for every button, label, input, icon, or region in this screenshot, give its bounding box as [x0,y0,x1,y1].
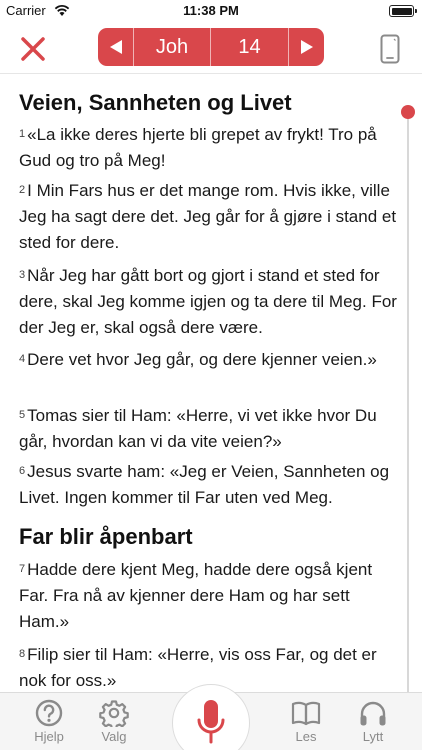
close-icon [18,34,48,64]
verse [19,459,403,511]
book-selector[interactable]: Joh [134,28,211,66]
verse-number: 5 [19,409,26,421]
verse-number: 7 [19,563,26,575]
tab-read-label: Les [295,729,317,744]
gear-icon [99,699,129,727]
verse [19,122,403,174]
verse-text: Dere vet hvor Jeg går, og dere kjenner veien.» [27,350,377,369]
verse-number: 3 [19,269,26,281]
microphone-icon [196,698,226,748]
help-icon [34,699,64,727]
tab-read[interactable] [276,699,336,747]
tab-settings[interactable] [84,699,144,747]
battery-icon [389,5,414,17]
verse-number: 8 [19,648,26,660]
verse [19,178,403,256]
verse-text: Når Jeg har gått bort og gjort i stand et sted for dere, skal Jeg komme igjen og ta dere til Meg. For der Jeg er, skal også dere være. [19,266,397,337]
verse-number: 2 [19,184,26,196]
verse [19,347,403,373]
verse-text: Jesus svarte ham: «Jeg er Veien, Sannheten og Livet. Ingen kommer til Far uten ved Meg. [19,462,390,507]
verse [19,403,403,455]
scrollbar-track[interactable] [407,115,409,692]
triangle-left-icon [108,38,124,56]
verse-text: I Min Fars hus er det mange rom. Hvis ikke, ville Jeg ha sagt dere det. Jeg går for å gjøre i stand et sted for dere. [19,181,397,252]
tab-help[interactable] [19,699,79,747]
header [0,22,422,74]
tab-help-label: Hjelp [34,729,64,744]
verse-text: «La ikke deres hjerte bli grepet av frykt! Tro på Gud og tro på Meg! [19,125,377,170]
verse-number: 6 [19,465,26,477]
phone-icon [380,34,400,64]
verse-text: Hadde dere kjent Meg, hadde dere også kjent Far. Fra nå av kjenner dere Ham og har sett Ham.» [19,560,373,631]
clock: 11:38 PM [183,3,239,18]
section-heading: Veien, Sannheten og Livet [19,90,292,115]
status-bar [0,0,422,22]
chapter-navigator [98,28,324,66]
previous-chapter-button[interactable] [98,28,134,66]
close-button[interactable] [18,34,48,64]
tab-listen-label: Lytt [362,729,384,744]
bible-text[interactable] [0,75,422,692]
next-chapter-button[interactable] [288,28,324,66]
scrollbar-thumb[interactable] [401,105,415,119]
section-heading: Far blir åpenbart [19,524,193,549]
display-mode-button[interactable] [380,34,400,64]
verse-text: Filip sier til Ham: «Herre, vis oss Far, og det er nok for oss.» [19,645,377,690]
triangle-right-icon [299,38,315,56]
verse-number: 4 [19,353,26,365]
verse [19,263,403,341]
carrier-label: Carrier [6,3,46,18]
tab-listen[interactable] [343,699,403,747]
verse [19,557,403,635]
headphones-icon [358,699,388,727]
verse-number: 1 [19,128,26,140]
book-icon [291,699,321,727]
verse-text: Tomas sier til Ham: «Herre, vi vet ikke hvor Du går, hvordan kan vi da vite veien?» [19,406,377,451]
chapter-selector[interactable]: 14 [238,35,261,58]
tab-settings-label: Valg [101,729,127,744]
